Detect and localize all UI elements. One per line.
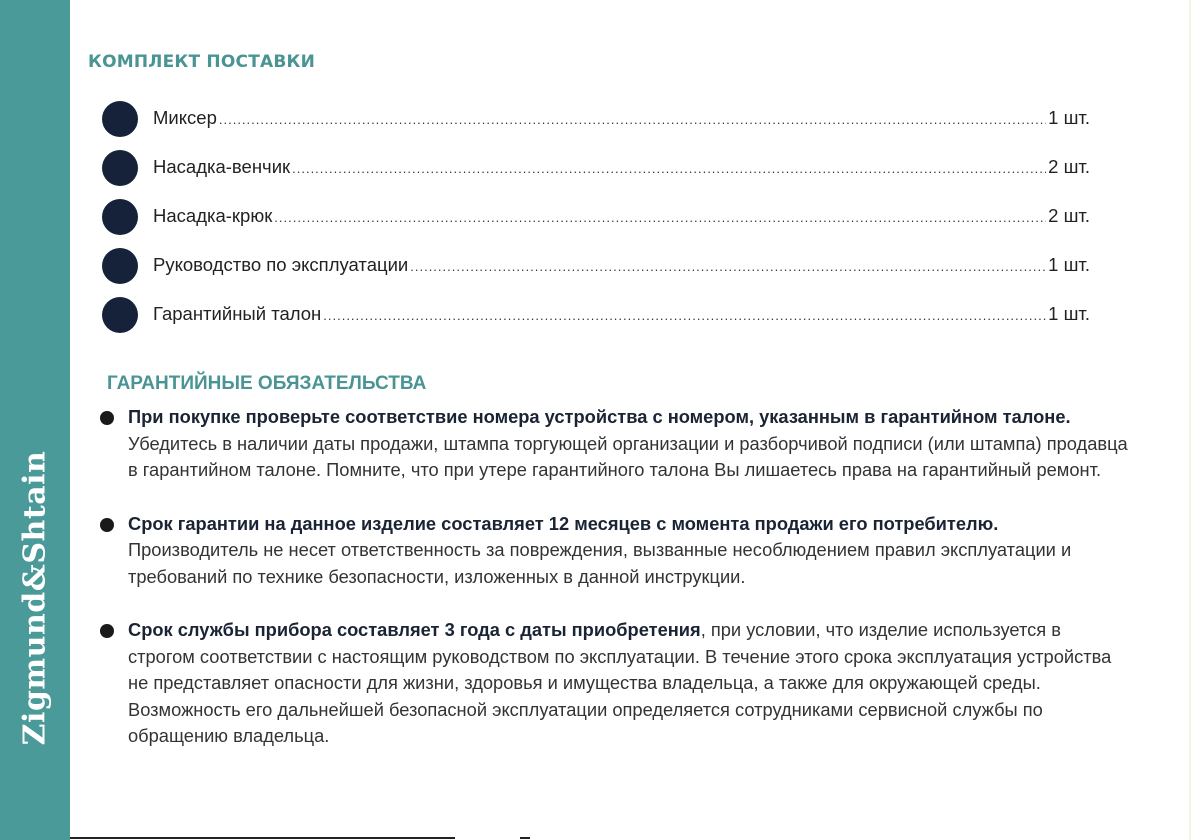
dot-leader [410, 259, 1046, 274]
warranty-title: ГАРАНТИЙНЫЕ ОБЯЗАТЕЛЬСТВА [107, 373, 427, 394]
brand-logo: Zigmund&Shtain [17, 450, 53, 746]
sidebar [0, 0, 70, 840]
item-name: Насадка-крюк [153, 205, 273, 226]
item-qty: 1 шт. [1048, 107, 1090, 128]
bottom-tick [520, 837, 530, 839]
package-item [102, 297, 1090, 346]
package-item [102, 150, 1090, 199]
package-item [102, 248, 1090, 297]
paragraph-text: Производитель не несет ответственность за повреждения, вызванные несоблюдением правил эксплуатации и требований по технике безопасности, изложенных в данной инструкции. [128, 539, 1072, 587]
paragraph-bold: При покупке проверьте соответствие номера устройства с номером, указанным в гарантийном талоне. [128, 406, 1071, 427]
item-name: Миксер [153, 107, 217, 128]
package-title: КОМПЛЕКТ ПОСТАВКИ [88, 52, 316, 72]
dot-leader [292, 161, 1046, 176]
warranty-paragraph [100, 617, 1130, 750]
package-item [102, 199, 1090, 248]
bullet-dot [102, 150, 138, 186]
paragraph-text: Убедитесь в наличии даты продажи, штампа торгующей организации и разборчивой подписи (или штампа) продавца в гарантийном талоне. Помните, что при утере гарантийного талона Вы лишаетесь права на гарантийный ремонт. [128, 432, 1128, 480]
warranty-paragraph [100, 511, 1130, 591]
bullet-dot [102, 199, 138, 235]
paragraph-bold: Срок гарантии на данное изделие составляет 12 месяцев с момента продажи его потребителю. [128, 512, 999, 534]
bullet-dot [100, 624, 114, 638]
paragraph-text: , при условии, что изделие используется в строгом соответствии с настоящим руководством по эксплуатации. В течение этого срока эксплуатация устройства не представляет опасности для жизни, здоровья и имущества владельца, а также для окружающей среды. Возможность его дальнейшей безопасной эксплуатации определяется сотрудниками сервисной службы по обращению владельца. [128, 619, 1112, 746]
bullet-dot [100, 411, 114, 425]
package-list [102, 101, 1090, 346]
warranty-paragraph [100, 404, 1130, 484]
item-qty: 1 шт. [1048, 254, 1090, 275]
paragraph-bold: Срок службы прибора составляет 3 года с даты приобретения [128, 619, 701, 640]
item-name: Руководство по эксплуатации [153, 254, 409, 275]
dot-leader [274, 210, 1046, 225]
bullet-dot [102, 101, 138, 137]
bullet-dot [102, 248, 138, 284]
bottom-rule [70, 837, 455, 839]
dot-leader [323, 308, 1046, 323]
package-item [102, 101, 1090, 150]
item-name: Насадка-венчик [153, 156, 291, 177]
dot-leader [219, 112, 1046, 127]
item-qty: 2 шт. [1048, 156, 1090, 177]
bullet-dot [102, 297, 138, 333]
item-qty: 1 шт. [1048, 303, 1090, 324]
bullet-dot [100, 518, 114, 532]
item-qty: 2 шт. [1048, 205, 1090, 226]
warranty-list [100, 404, 1130, 777]
item-name: Гарантийный талон [153, 303, 322, 324]
